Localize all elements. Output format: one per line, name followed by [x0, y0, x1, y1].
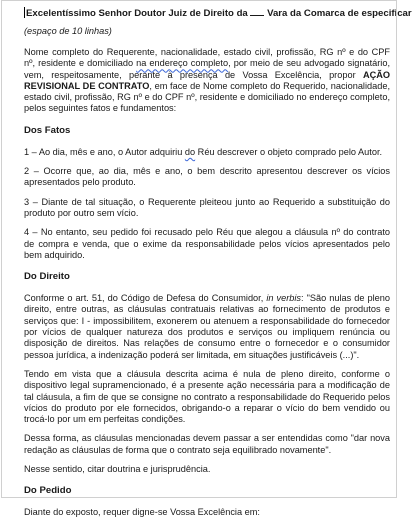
law-1-quote: : "São nulas de pleno direito, entre outras, as cláusulas contratuais relativas ao fornecimento de produtos e serviços que: I - impossibilitem, exonerem ou atenuem a responsabilidade do fornecedor por vícios de qualquer natureza dos produtos e serviços ou impliquem renúncia ou disposição de direitos. Nas relações de consumo entre o fornecedor e o consumidor pessoa jurídica, a indenização poderá ser limitada, em situações justificáveis (...)". [24, 293, 390, 360]
fact-paragraph-4: 4 – No entanto, seu pedido foi recusado pelo Réu que alegou a cláusula nº do contrato de compra e venda, que o exime da responsabilidade pelos vícios apresentados pelo bem adquirido. [24, 227, 390, 260]
intro-part-3: , em face de Nome completo do Requerido, nacionalidade, estado civil, profissão, RG nº e do CPF nº, residente e domiciliado no endereço completo, pelos seguintes fatos e fundamentos: [24, 80, 390, 114]
law-paragraph-3: Dessa forma, as cláusulas mencionadas devem passar a ser entendidas como "dar nova redação as cláusulas de forma que o contrato seja equilibrado novamente". [24, 433, 390, 455]
facts-section-title: Dos Fatos [24, 124, 71, 136]
intro-underlined-address: na endereço completo [136, 58, 229, 69]
intro-part-2: , por meio de seu advogado signatário, vem, respeitosamente, perante à presença de Vossa Excelência, propor [24, 58, 391, 80]
intro-part-1: Nome completo do Requerente, nacionalidade, estado civil, profissão, RG nº e do CPF nº, residente e domiciliado [24, 47, 390, 69]
law-1-italic: in verbis [266, 293, 302, 304]
space-note: (espaço de 10 linhas) [24, 26, 112, 36]
text-cursor [24, 7, 25, 18]
law-paragraph-1 [24, 293, 390, 361]
fact-paragraph-1 [24, 147, 390, 158]
action-name: AÇÃO REVISIONAL DE CONTRATO [24, 69, 390, 91]
intro-paragraph [24, 47, 390, 115]
fact-paragraph-3: 3 – Diante de tal situação, o Requerente pleiteou junto ao Requerido a substituição do produto por outro sem vício. [24, 196, 390, 218]
fact-paragraph-2: 2 – Ocorre que, ao dia, mês e ano, o bem descrito apresentou descrever os vícios apresentados pelo produto. [24, 166, 390, 188]
law-section-title: Do Direito [24, 271, 70, 283]
fact-1-end: Réu descrever o objeto comprado pelo Autor. [195, 146, 383, 157]
law-paragraph-2: Tendo em vista que a cláusula descrita acima é nula de pleno direito, conforme o dispositivo legal supramencionado, é a presente ação necessária para a modificação de tal cláusula, a fim de que se consigne no contrato a responsabilidade do Requerido pelos vícios do produto por ele fornecidos, obrigando-o a reparar o vício do bem vendido ou trocá-lo por um em perfeitas condições. [24, 368, 390, 425]
document-heading [24, 7, 412, 20]
law-paragraph-4: Nesse sentido, citar doutrina e jurisprudência. [24, 464, 211, 475]
heading-text-start: Excelentíssimo Senhor Doutor Juiz de Direito da [26, 8, 251, 19]
request-paragraph-1: Diante do exposto, requer digne-se Vossa Excelência em: [24, 507, 260, 518]
heading-text-end: Vara da Comarca de especificar [264, 8, 412, 19]
request-section-title: Do Pedido [24, 485, 72, 497]
law-1-start: Conforme o art. 51, do Código de Defesa do Consumidor, [24, 293, 267, 304]
fact-1-underlined: do [184, 146, 196, 157]
heading-blank-line [250, 7, 264, 16]
fact-1-start: 1 – Ao dia, mês e ano, o Autor adquiriu [24, 146, 185, 157]
